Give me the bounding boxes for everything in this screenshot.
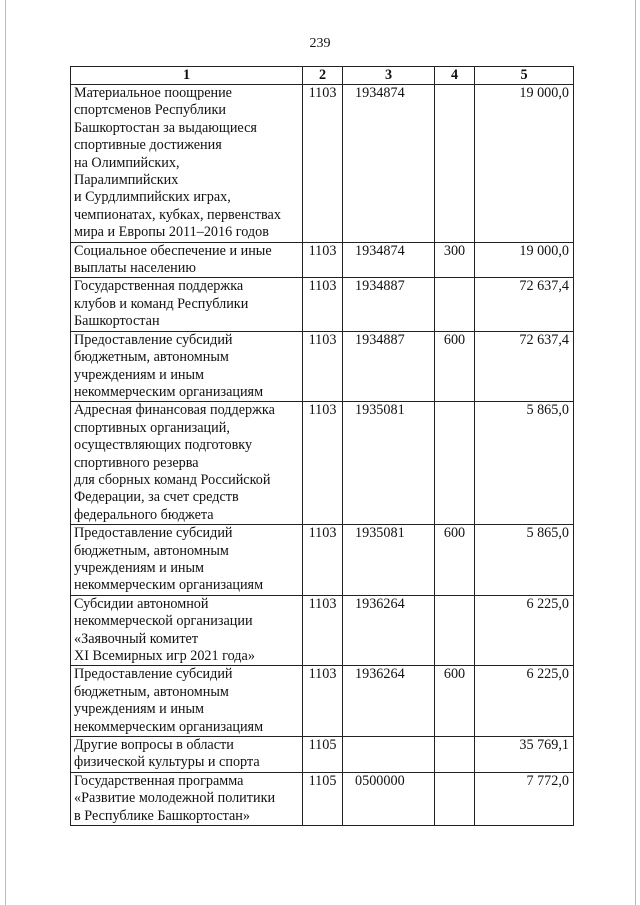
column-header-expense-type: 4 (435, 67, 475, 85)
row-amount: 6 225,0 (475, 595, 574, 666)
table-header-row (71, 67, 574, 85)
row-expense-type (435, 595, 475, 666)
table-row (71, 402, 574, 525)
row-target-code: 1936264 (343, 666, 435, 737)
row-target-code: 1936264 (343, 595, 435, 666)
table-row (71, 278, 574, 331)
row-target-code: 1934887 (343, 278, 435, 331)
row-name: Предоставление субсидий бюджетным, автономным учреждениям и иным некоммерческим организациям (71, 666, 303, 737)
table-row (71, 595, 574, 666)
column-header-name: 1 (71, 67, 303, 85)
row-section: 1103 (303, 595, 343, 666)
row-amount: 35 769,1 (475, 737, 574, 773)
row-target-code: 1934887 (343, 331, 435, 402)
table-row (71, 772, 574, 825)
table-row (71, 242, 574, 278)
table-row (71, 666, 574, 737)
row-name: Предоставление субсидий бюджетным, автономным учреждениям и иным некоммерческим организациям (71, 525, 303, 596)
row-expense-type (435, 278, 475, 331)
row-expense-type (435, 772, 475, 825)
column-header-target-code: 3 (343, 67, 435, 85)
row-expense-type: 600 (435, 666, 475, 737)
row-expense-type: 300 (435, 242, 475, 278)
row-amount: 72 637,4 (475, 331, 574, 402)
row-name: Государственная поддержка клубов и команд Республики Башкортостан (71, 278, 303, 331)
table-row (71, 85, 574, 243)
row-target-code: 1935081 (343, 402, 435, 525)
row-amount: 19 000,0 (475, 242, 574, 278)
row-name: Государственная программа «Развитие молодежной политики в Республике Башкортостан» (71, 772, 303, 825)
row-amount: 5 865,0 (475, 402, 574, 525)
row-section: 1103 (303, 402, 343, 525)
row-target-code: 0500000 (343, 772, 435, 825)
scan-edge-left (5, 0, 6, 905)
row-target-code: 1934874 (343, 85, 435, 243)
row-name: Адресная финансовая поддержка спортивных организаций, осуществляющих подготовку спортивного резерва для сборных команд Российской Федерации, за счет средств федерального бюджета (71, 402, 303, 525)
row-expense-type (435, 85, 475, 243)
row-expense-type: 600 (435, 525, 475, 596)
column-header-amount: 5 (475, 67, 574, 85)
row-section: 1103 (303, 666, 343, 737)
row-section: 1103 (303, 525, 343, 596)
table-row (71, 737, 574, 773)
page-number: 239 (309, 36, 331, 51)
row-target-code (343, 737, 435, 773)
row-section: 1105 (303, 737, 343, 773)
row-name: Материальное поощрение спортсменов Республики Башкортостан за выдающиеся спортивные достижения на Олимпийских, Паралимпийских и Сурдлимпийских играх, чемпионатах, кубках, первенствах мира и Европы 2011–2016 годов (71, 85, 303, 243)
row-expense-type (435, 737, 475, 773)
budget-table (70, 66, 574, 826)
table-row (71, 331, 574, 402)
row-section: 1105 (303, 772, 343, 825)
row-amount: 6 225,0 (475, 666, 574, 737)
scan-edge-right (635, 0, 636, 905)
column-header-section: 2 (303, 67, 343, 85)
row-section: 1103 (303, 331, 343, 402)
row-amount: 7 772,0 (475, 772, 574, 825)
row-amount: 72 637,4 (475, 278, 574, 331)
row-amount: 19 000,0 (475, 85, 574, 243)
row-name: Социальное обеспечение и иные выплаты населению (71, 242, 303, 278)
row-target-code: 1934874 (343, 242, 435, 278)
row-section: 1103 (303, 278, 343, 331)
table-row (71, 525, 574, 596)
row-name: Предоставление субсидий бюджетным, автономным учреждениям и иным некоммерческим организациям (71, 331, 303, 402)
row-section: 1103 (303, 242, 343, 278)
row-target-code: 1935081 (343, 525, 435, 596)
row-section: 1103 (303, 85, 343, 243)
row-expense-type (435, 402, 475, 525)
row-expense-type: 600 (435, 331, 475, 402)
row-amount: 5 865,0 (475, 525, 574, 596)
row-name: Субсидии автономной некоммерческой организации «Заявочный комитет XI Всемирных игр 2021 года» (71, 595, 303, 666)
row-name: Другие вопросы в области физической культуры и спорта (71, 737, 303, 773)
